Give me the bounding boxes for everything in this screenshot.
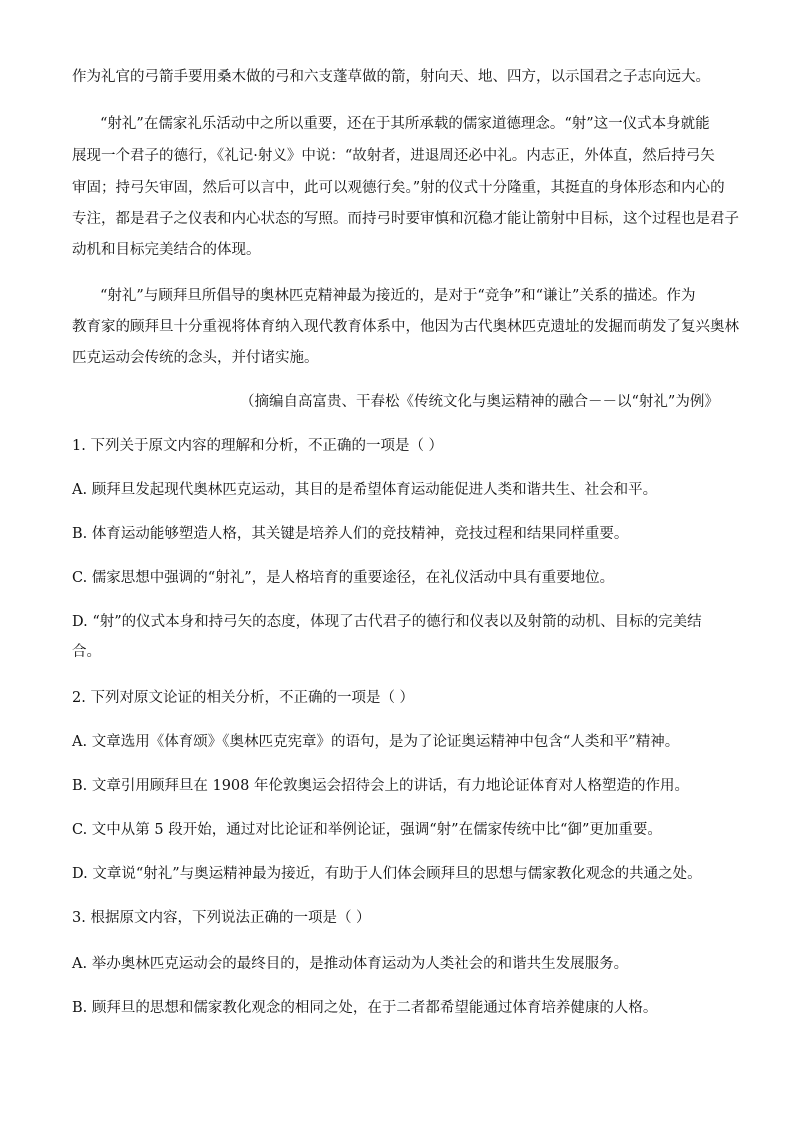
passage-line: 教育家的顾拜旦十分重视将体育纳入现代教育体系中，他因为古代奥林匹克遗址的发掘而萌发了复兴奥林 [72,319,739,335]
passage-line: 专注，都是君子之仪表和内心状态的写照。而持弓时要审慎和沉稳才能让箭射中目标，这个过程也是君子 [72,211,739,227]
passage-line: 动机和目标完美结合的体现。 [72,242,261,258]
option-b: B. 体育运动能够塑造人格，其关键是培养人们的竞技精神，竞技过程和结果同样重要。 [72,526,629,542]
option-a: A. 文章选用《体育颂》《奥林匹克宪章》的语句，是为了论证奥运精神中包含“人类和平”精神。 [72,734,680,750]
passage-line: “射礼”与顾拜旦所倡导的奥林匹克精神最为接近的，是对于“竞争”和“谦让”关系的描述。作为 [100,288,696,304]
question-stem: 1. 下列关于原文内容的理解和分析，不正确的一项是（ ） [72,438,444,454]
passage-line: 审固；持弓矢审固，然后可以言中，此可以观德行矣。”射的仪式十分隆重，其挺直的身体形态和内心的 [72,180,725,196]
option-a: A. 举办奥林匹克运动会的最终目的，是推动体育运动为人类社会的和谐共生发展服务。 [72,956,629,972]
passage-line: “射礼”在儒家礼乐活动中之所以重要，还在于其所承载的儒家道德理念。“射”这一仪式本身就能 [100,116,710,132]
passage-line: 作为礼官的弓箭手要用桑木做的弓和六支蓬草做的箭，射向天、地、四方，以示国君之子志向远大。 [72,69,710,85]
option-d: D. “射”的仪式本身和持弓矢的态度，体现了古代君子的德行和仪表以及射箭的动机、目标的完美结 [72,614,702,630]
option-b: B. 顾拜旦的思想和儒家教化观念的相同之处，在于二者都希望能通过体育培养健康的人格。 [72,1000,658,1016]
option-a: A. 顾拜旦发起现代奥林匹克运动，其目的是希望体育运动能促进人类和谐共生、社会和平。 [72,482,658,498]
question-stem: 3. 根据原文内容，下列说法正确的一项是（ ） [72,910,371,926]
option-b: B. 文章引用顾拜旦在 1908 年伦敦奥运会招待会上的讲话，有力地论证体育对人格塑造的作用。 [72,778,689,794]
passage-line: 展现一个君子的德行，《礼记·射义》中说：“故射者，进退周还必中礼。内志正，外体直，然后持弓矢 [72,148,715,164]
source-citation: （摘编自高富贵、干春松《传统文化与奥运精神的融合－－以“射礼”为例》 [240,394,719,410]
option-d: D. 文章说“射礼”与奥运精神最为接近，有助于人们体会顾拜旦的思想与儒家教化观念的共通之处。 [72,866,702,882]
option-c: C. 文中从第 5 段开始，通过对比论证和举例论证，强调“射”在儒家传统中比“御”更加重要。 [72,822,662,838]
option-c: C. 儒家思想中强调的“射礼”，是人格培育的重要途径，在礼仪活动中具有重要地位。 [72,570,615,586]
passage-line: 匹克运动会传统的念头，并付诸实施。 [72,350,319,366]
question-stem: 2. 下列对原文论证的相关分析，不正确的一项是（ ） [72,690,415,706]
option-d-continued: 合。 [72,644,101,660]
